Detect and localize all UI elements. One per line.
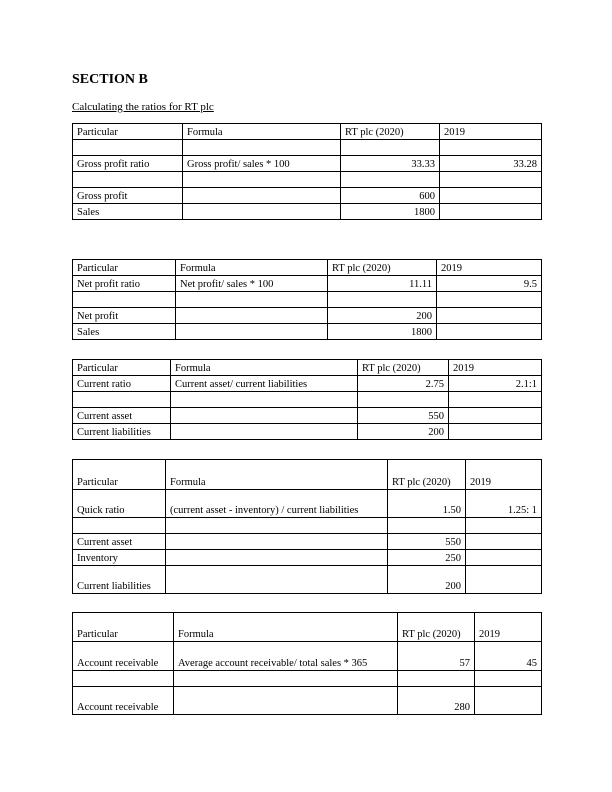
component-name: Current asset xyxy=(73,534,166,550)
component-name: Gross profit xyxy=(73,188,183,204)
table-row xyxy=(73,518,542,534)
table-header-row xyxy=(73,124,542,140)
component-name: Sales xyxy=(73,324,176,340)
ratio-row xyxy=(73,642,542,671)
header-particular: Particular xyxy=(73,360,171,376)
ratio-value-2020: 33.33 xyxy=(341,156,440,172)
component-name: Account receivable xyxy=(73,687,174,715)
component-row xyxy=(73,534,542,550)
component-value: 1800 xyxy=(328,324,437,340)
component-value: 200 xyxy=(358,424,449,440)
table-header-row xyxy=(73,360,542,376)
ratio-value-2019: 33.28 xyxy=(440,156,542,172)
header-2019: 2019 xyxy=(475,613,542,642)
header-particular: Particular xyxy=(73,260,176,276)
ratio-value-2019: 9.5 xyxy=(437,276,542,292)
ratio-value-2020: 11.11 xyxy=(328,276,437,292)
header-formula: Formula xyxy=(166,460,388,490)
ratio-row xyxy=(73,156,542,172)
page-subtitle: Calculating the ratios for RT plc xyxy=(72,101,214,113)
table-row xyxy=(73,671,542,687)
table-row xyxy=(73,172,542,188)
component-name: Net profit xyxy=(73,308,176,324)
ratio-name: Net profit ratio xyxy=(73,276,176,292)
header-2019: 2019 xyxy=(466,460,542,490)
header-rt-plc-2020: RT plc (2020) xyxy=(398,613,475,642)
component-row xyxy=(73,324,542,340)
ratio-formula: Current asset/ current liabilities xyxy=(171,376,358,392)
account-receivable-table xyxy=(72,612,542,715)
component-row xyxy=(73,687,542,715)
header-rt-plc-2020: RT plc (2020) xyxy=(328,260,437,276)
header-rt-plc-2020: RT plc (2020) xyxy=(341,124,440,140)
gross-profit-ratio-table xyxy=(72,123,542,220)
header-formula: Formula xyxy=(176,260,328,276)
component-value: 1800 xyxy=(341,204,440,220)
ratio-value-2020: 1.50 xyxy=(388,490,466,518)
ratio-value-2019: 45 xyxy=(475,642,542,671)
header-formula: Formula xyxy=(174,613,398,642)
ratio-row xyxy=(73,490,542,518)
component-row xyxy=(73,550,542,566)
component-value: 200 xyxy=(388,566,466,594)
current-ratio-table xyxy=(72,359,542,440)
ratio-formula: Average account receivable/ total sales * 365 xyxy=(174,642,398,671)
component-value: 250 xyxy=(388,550,466,566)
header-2019: 2019 xyxy=(449,360,542,376)
ratio-name: Quick ratio xyxy=(73,490,166,518)
quick-ratio-table xyxy=(72,459,542,594)
component-value: 550 xyxy=(358,408,449,424)
component-row xyxy=(73,188,542,204)
component-value: 550 xyxy=(388,534,466,550)
component-value: 200 xyxy=(328,308,437,324)
header-particular: Particular xyxy=(73,613,174,642)
ratio-value-2019: 2.1:1 xyxy=(449,376,542,392)
header-rt-plc-2020: RT plc (2020) xyxy=(358,360,449,376)
ratio-value-2020: 57 xyxy=(398,642,475,671)
component-name: Current liabilities xyxy=(73,566,166,594)
component-value: 280 xyxy=(398,687,475,715)
component-row xyxy=(73,308,542,324)
table-header-row xyxy=(73,460,542,490)
component-row xyxy=(73,424,542,440)
section-title: SECTION B xyxy=(72,72,148,87)
net-profit-ratio-table xyxy=(72,259,542,340)
ratio-row xyxy=(73,376,542,392)
ratio-name: Gross profit ratio xyxy=(73,156,183,172)
component-row xyxy=(73,566,542,594)
ratio-formula: Net profit/ sales * 100 xyxy=(176,276,328,292)
ratio-name: Account receivable xyxy=(73,642,174,671)
header-rt-plc-2020: RT plc (2020) xyxy=(388,460,466,490)
header-2019: 2019 xyxy=(440,124,542,140)
header-formula: Formula xyxy=(171,360,358,376)
header-2019: 2019 xyxy=(437,260,542,276)
table-row xyxy=(73,292,542,308)
component-value: 600 xyxy=(341,188,440,204)
ratio-row xyxy=(73,276,542,292)
ratio-name: Current ratio xyxy=(73,376,171,392)
ratio-formula: Gross profit/ sales * 100 xyxy=(183,156,341,172)
component-name: Current liabilities xyxy=(73,424,171,440)
component-name: Sales xyxy=(73,204,183,220)
header-particular: Particular xyxy=(73,460,166,490)
table-row xyxy=(73,140,542,156)
component-row xyxy=(73,408,542,424)
component-row xyxy=(73,204,542,220)
table-header-row xyxy=(73,613,542,642)
header-particular: Particular xyxy=(73,124,183,140)
ratio-formula: (current asset - inventory) / current liabilities xyxy=(166,490,388,518)
table-header-row xyxy=(73,260,542,276)
ratio-value-2020: 2.75 xyxy=(358,376,449,392)
ratio-value-2019: 1.25: 1 xyxy=(466,490,542,518)
component-name: Current asset xyxy=(73,408,171,424)
header-formula: Formula xyxy=(183,124,341,140)
table-row xyxy=(73,392,542,408)
component-name: Inventory xyxy=(73,550,166,566)
